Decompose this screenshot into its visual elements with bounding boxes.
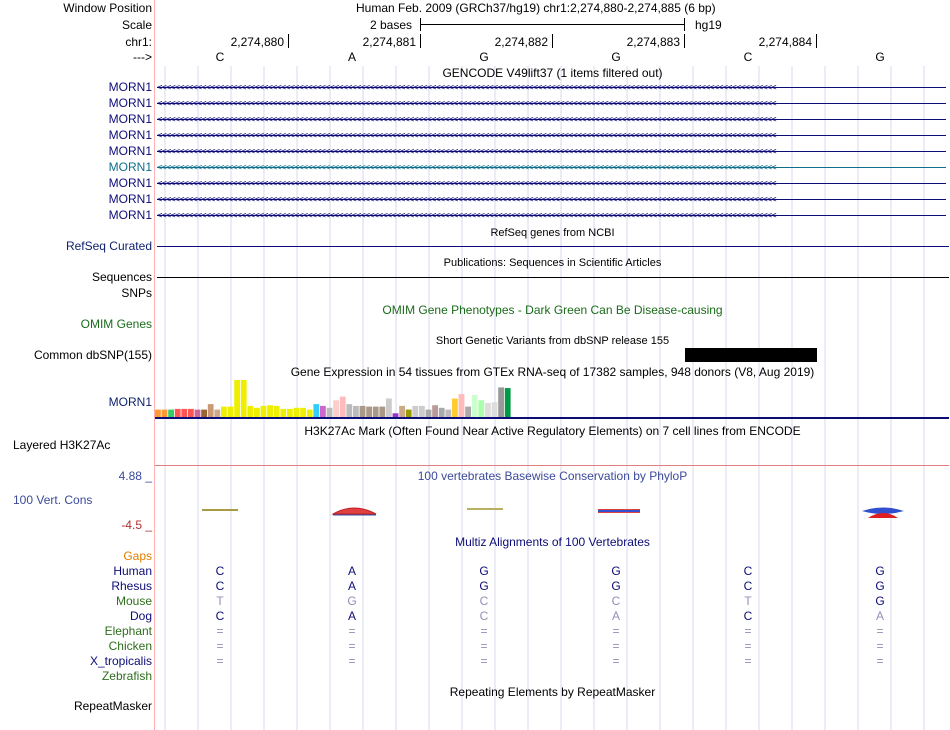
alignment-base: =: [216, 624, 224, 638]
omim-track-title: OMIM Gene Phenotypes - Dark Green Can Be Disease-causing: [382, 303, 723, 317]
alignment-base: =: [744, 624, 752, 638]
gencode-transcript-label[interactable]: MORN1: [108, 192, 152, 206]
alignment-base: =: [348, 624, 356, 638]
publications-track-title: Publications: Sequences in Scientific Articles: [443, 257, 662, 269]
phylop-mark-6-red: [868, 513, 898, 518]
alignment-base: C: [215, 564, 225, 578]
alignment-base: G: [479, 579, 489, 593]
phylop-track-title: 100 vertebrates Basewise Conservation by PhyloP: [417, 469, 688, 483]
ruler-position-label: 2,274,881: [362, 35, 416, 49]
scale-bases: 2 bases: [370, 18, 413, 32]
gencode-transcript-label[interactable]: MORN1: [108, 176, 152, 190]
strand-chevrons: <<<<<<<<<<<<<<<<<<<<<<<<<<<<<<<<<<<<<<<<<<<<<<<<<<<<<<<<<<<<<<<<<<<<<<<<<<<<<<<<<<<<<<<<<<<<<<<<<<<<<<<<<<<<<<<<<<<<<<<<<<<<<<<<<<<<<<<<<<<<: [157, 131, 776, 141]
gencode-transcript-label[interactable]: MORN1: [108, 128, 152, 142]
h3k27ac-track-label[interactable]: Layered H3K27Ac: [13, 438, 111, 452]
alignment-base: T: [216, 594, 224, 608]
strand-chevrons: <<<<<<<<<<<<<<<<<<<<<<<<<<<<<<<<<<<<<<<<<<<<<<<<<<<<<<<<<<<<<<<<<<<<<<<<<<<<<<<<<<<<<<<<<<<<<<<<<<<<<<<<<<<<<<<<<<<<<<<<<<<<<<<<<<<<<<<<<<<<: [157, 211, 776, 221]
refseq-track-label[interactable]: RefSeq Curated: [65, 239, 152, 253]
scale-label: Scale: [121, 18, 152, 32]
ruler-position-label: 2,274,880: [230, 35, 284, 49]
alignment-base: G: [479, 564, 489, 578]
species-label[interactable]: Human: [113, 564, 152, 578]
repeatmasker-track-title: Repeating Elements by RepeatMasker: [449, 685, 656, 699]
strand-chevrons: <<<<<<<<<<<<<<<<<<<<<<<<<<<<<<<<<<<<<<<<<<<<<<<<<<<<<<<<<<<<<<<<<<<<<<<<<<<<<<<<<<<<<<<<<<<<<<<<<<<<<<<<<<<<<<<<<<<<<<<<<<<<<<<<<<<<<<<<<<<<: [157, 179, 776, 189]
h3k27ac-track-title: H3K27Ac Mark (Often Found Near Active Regulatory Elements) on 7 cell lines from ENCODE: [304, 424, 801, 438]
alignment-base: C: [743, 579, 753, 593]
alignment-base: A: [347, 579, 357, 593]
alignment-base: A: [347, 609, 357, 623]
ruler-position-label: 2,274,884: [758, 35, 812, 49]
alignment-base: C: [215, 609, 225, 623]
alignment-base: A: [875, 609, 885, 623]
alignment-base: =: [348, 654, 356, 668]
repeatmasker-track-label[interactable]: RepeatMasker: [73, 699, 152, 713]
alignment-base: =: [876, 624, 884, 638]
alignment-base: C: [215, 579, 225, 593]
reference-base: C: [743, 50, 753, 64]
alignment-base: =: [480, 624, 488, 638]
chrom-label: chr1:: [125, 35, 152, 49]
alignment-base: C: [479, 594, 489, 608]
species-label[interactable]: Rhesus: [111, 579, 152, 593]
alignment-base: G: [347, 594, 357, 608]
alignment-base: =: [480, 639, 488, 653]
gencode-transcript-label[interactable]: MORN1: [108, 208, 152, 222]
alignment-base: C: [743, 564, 753, 578]
gencode-transcript-label[interactable]: MORN1: [108, 80, 152, 94]
ruler-position-label: 2,274,883: [626, 35, 680, 49]
gencode-transcript-label[interactable]: MORN1: [108, 96, 152, 110]
species-label[interactable]: Elephant: [104, 624, 152, 638]
snps-track-label[interactable]: SNPs: [121, 286, 152, 300]
species-label[interactable]: Dog: [129, 609, 152, 623]
ruler-position-label: 2,274,882: [494, 35, 548, 49]
alignment-base: =: [744, 639, 752, 653]
strand-chevrons: <<<<<<<<<<<<<<<<<<<<<<<<<<<<<<<<<<<<<<<<<<<<<<<<<<<<<<<<<<<<<<<<<<<<<<<<<<<<<<<<<<<<<<<<<<<<<<<<<<<<<<<<<<<<<<<<<<<<<<<<<<<<<<<<<<<<<<<<<<<<: [157, 195, 776, 205]
alignment-base: =: [744, 654, 752, 668]
species-label[interactable]: Zebrafish: [101, 669, 152, 683]
alignment-base: G: [875, 594, 885, 608]
alignment-base: G: [875, 579, 885, 593]
phylop-ymax: 4.88 _: [118, 469, 152, 483]
alignment-base: =: [216, 639, 224, 653]
scale-assembly: hg19: [695, 18, 722, 32]
gencode-transcript-label[interactable]: MORN1: [108, 160, 152, 174]
strand-chevrons: <<<<<<<<<<<<<<<<<<<<<<<<<<<<<<<<<<<<<<<<<<<<<<<<<<<<<<<<<<<<<<<<<<<<<<<<<<<<<<<<<<<<<<<<<<<<<<<<<<<<<<<<<<<<<<<<<<<<<<<<<<<<<<<<<<<<<<<<<<<<: [157, 99, 776, 109]
gtex-gene-label[interactable]: MORN1: [108, 395, 152, 409]
gencode-transcript-label[interactable]: MORN1: [108, 112, 152, 126]
alignment-base: =: [876, 639, 884, 653]
window-position-label: Window Position: [63, 1, 152, 15]
strand-label: --->: [133, 50, 152, 64]
species-label[interactable]: Mouse: [115, 594, 152, 608]
reference-base: G: [875, 50, 885, 64]
alignment-base: =: [216, 654, 224, 668]
gencode-transcript-label[interactable]: MORN1: [108, 144, 152, 158]
gaps-label: Gaps: [123, 549, 152, 563]
phylop-track-label[interactable]: 100 Vert. Cons: [13, 493, 93, 507]
alignment-base: =: [876, 654, 884, 668]
reference-base: G: [479, 50, 489, 64]
multiz-track-title: Multiz Alignments of 100 Vertebrates: [455, 535, 650, 549]
alignment-base: T: [744, 594, 752, 608]
alignment-base: G: [611, 564, 621, 578]
reference-base: G: [611, 50, 621, 64]
reference-base: A: [347, 50, 357, 64]
dbsnp-track-label[interactable]: Common dbSNP(155): [33, 348, 152, 362]
species-label[interactable]: X_tropicalis: [89, 654, 152, 668]
phylop-mark-2: [333, 508, 376, 514]
strand-chevrons: <<<<<<<<<<<<<<<<<<<<<<<<<<<<<<<<<<<<<<<<<<<<<<<<<<<<<<<<<<<<<<<<<<<<<<<<<<<<<<<<<<<<<<<<<<<<<<<<<<<<<<<<<<<<<<<<<<<<<<<<<<<<<<<<<<<<<<<<<<<<: [157, 115, 776, 125]
alignment-base: A: [347, 564, 357, 578]
alignment-base: C: [743, 609, 753, 623]
dbsnp-track-title: Short Genetic Variants from dbSNP release 155: [435, 335, 670, 347]
omim-track-label[interactable]: OMIM Genes: [80, 317, 152, 331]
alignment-base: G: [611, 579, 621, 593]
strand-chevrons: <<<<<<<<<<<<<<<<<<<<<<<<<<<<<<<<<<<<<<<<<<<<<<<<<<<<<<<<<<<<<<<<<<<<<<<<<<<<<<<<<<<<<<<<<<<<<<<<<<<<<<<<<<<<<<<<<<<<<<<<<<<<<<<<<<<<<<<<<<<<: [157, 83, 776, 93]
strand-chevrons: <<<<<<<<<<<<<<<<<<<<<<<<<<<<<<<<<<<<<<<<<<<<<<<<<<<<<<<<<<<<<<<<<<<<<<<<<<<<<<<<<<<<<<<<<<<<<<<<<<<<<<<<<<<<<<<<<<<<<<<<<<<<<<<<<<<<<<<<<<<<: [157, 147, 776, 157]
alignment-base: =: [480, 654, 488, 668]
alignment-base: C: [611, 594, 621, 608]
alignment-base: =: [612, 624, 620, 638]
strand-chevrons: <<<<<<<<<<<<<<<<<<<<<<<<<<<<<<<<<<<<<<<<<<<<<<<<<<<<<<<<<<<<<<<<<<<<<<<<<<<<<<<<<<<<<<<<<<<<<<<<<<<<<<<<<<<<<<<<<<<<<<<<<<<<<<<<<<<<<<<<<<<<: [157, 163, 776, 173]
alignment-base: =: [348, 639, 356, 653]
reference-base: C: [215, 50, 225, 64]
gencode-track-title: GENCODE V49lift37 (1 items filtered out): [442, 66, 663, 80]
alignment-base: G: [875, 564, 885, 578]
gtex-track-title: Gene Expression in 54 tissues from GTEx RNA-seq of 17382 samples, 948 donors (V8, Aug 2019): [290, 365, 815, 379]
publications-track-label[interactable]: Sequences: [91, 270, 152, 284]
window-position-value: Human Feb. 2009 (GRCh37/hg19) chr1:2,274,880-2,274,885 (6 bp): [356, 1, 716, 15]
phylop-ymin: -4.5 _: [121, 518, 152, 532]
alignment-base: =: [612, 639, 620, 653]
refseq-track-title: RefSeq genes from NCBI: [490, 227, 615, 239]
alignment-base: =: [612, 654, 620, 668]
alignment-base: A: [611, 609, 621, 623]
species-label[interactable]: Chicken: [108, 639, 152, 653]
alignment-base: C: [479, 609, 489, 623]
